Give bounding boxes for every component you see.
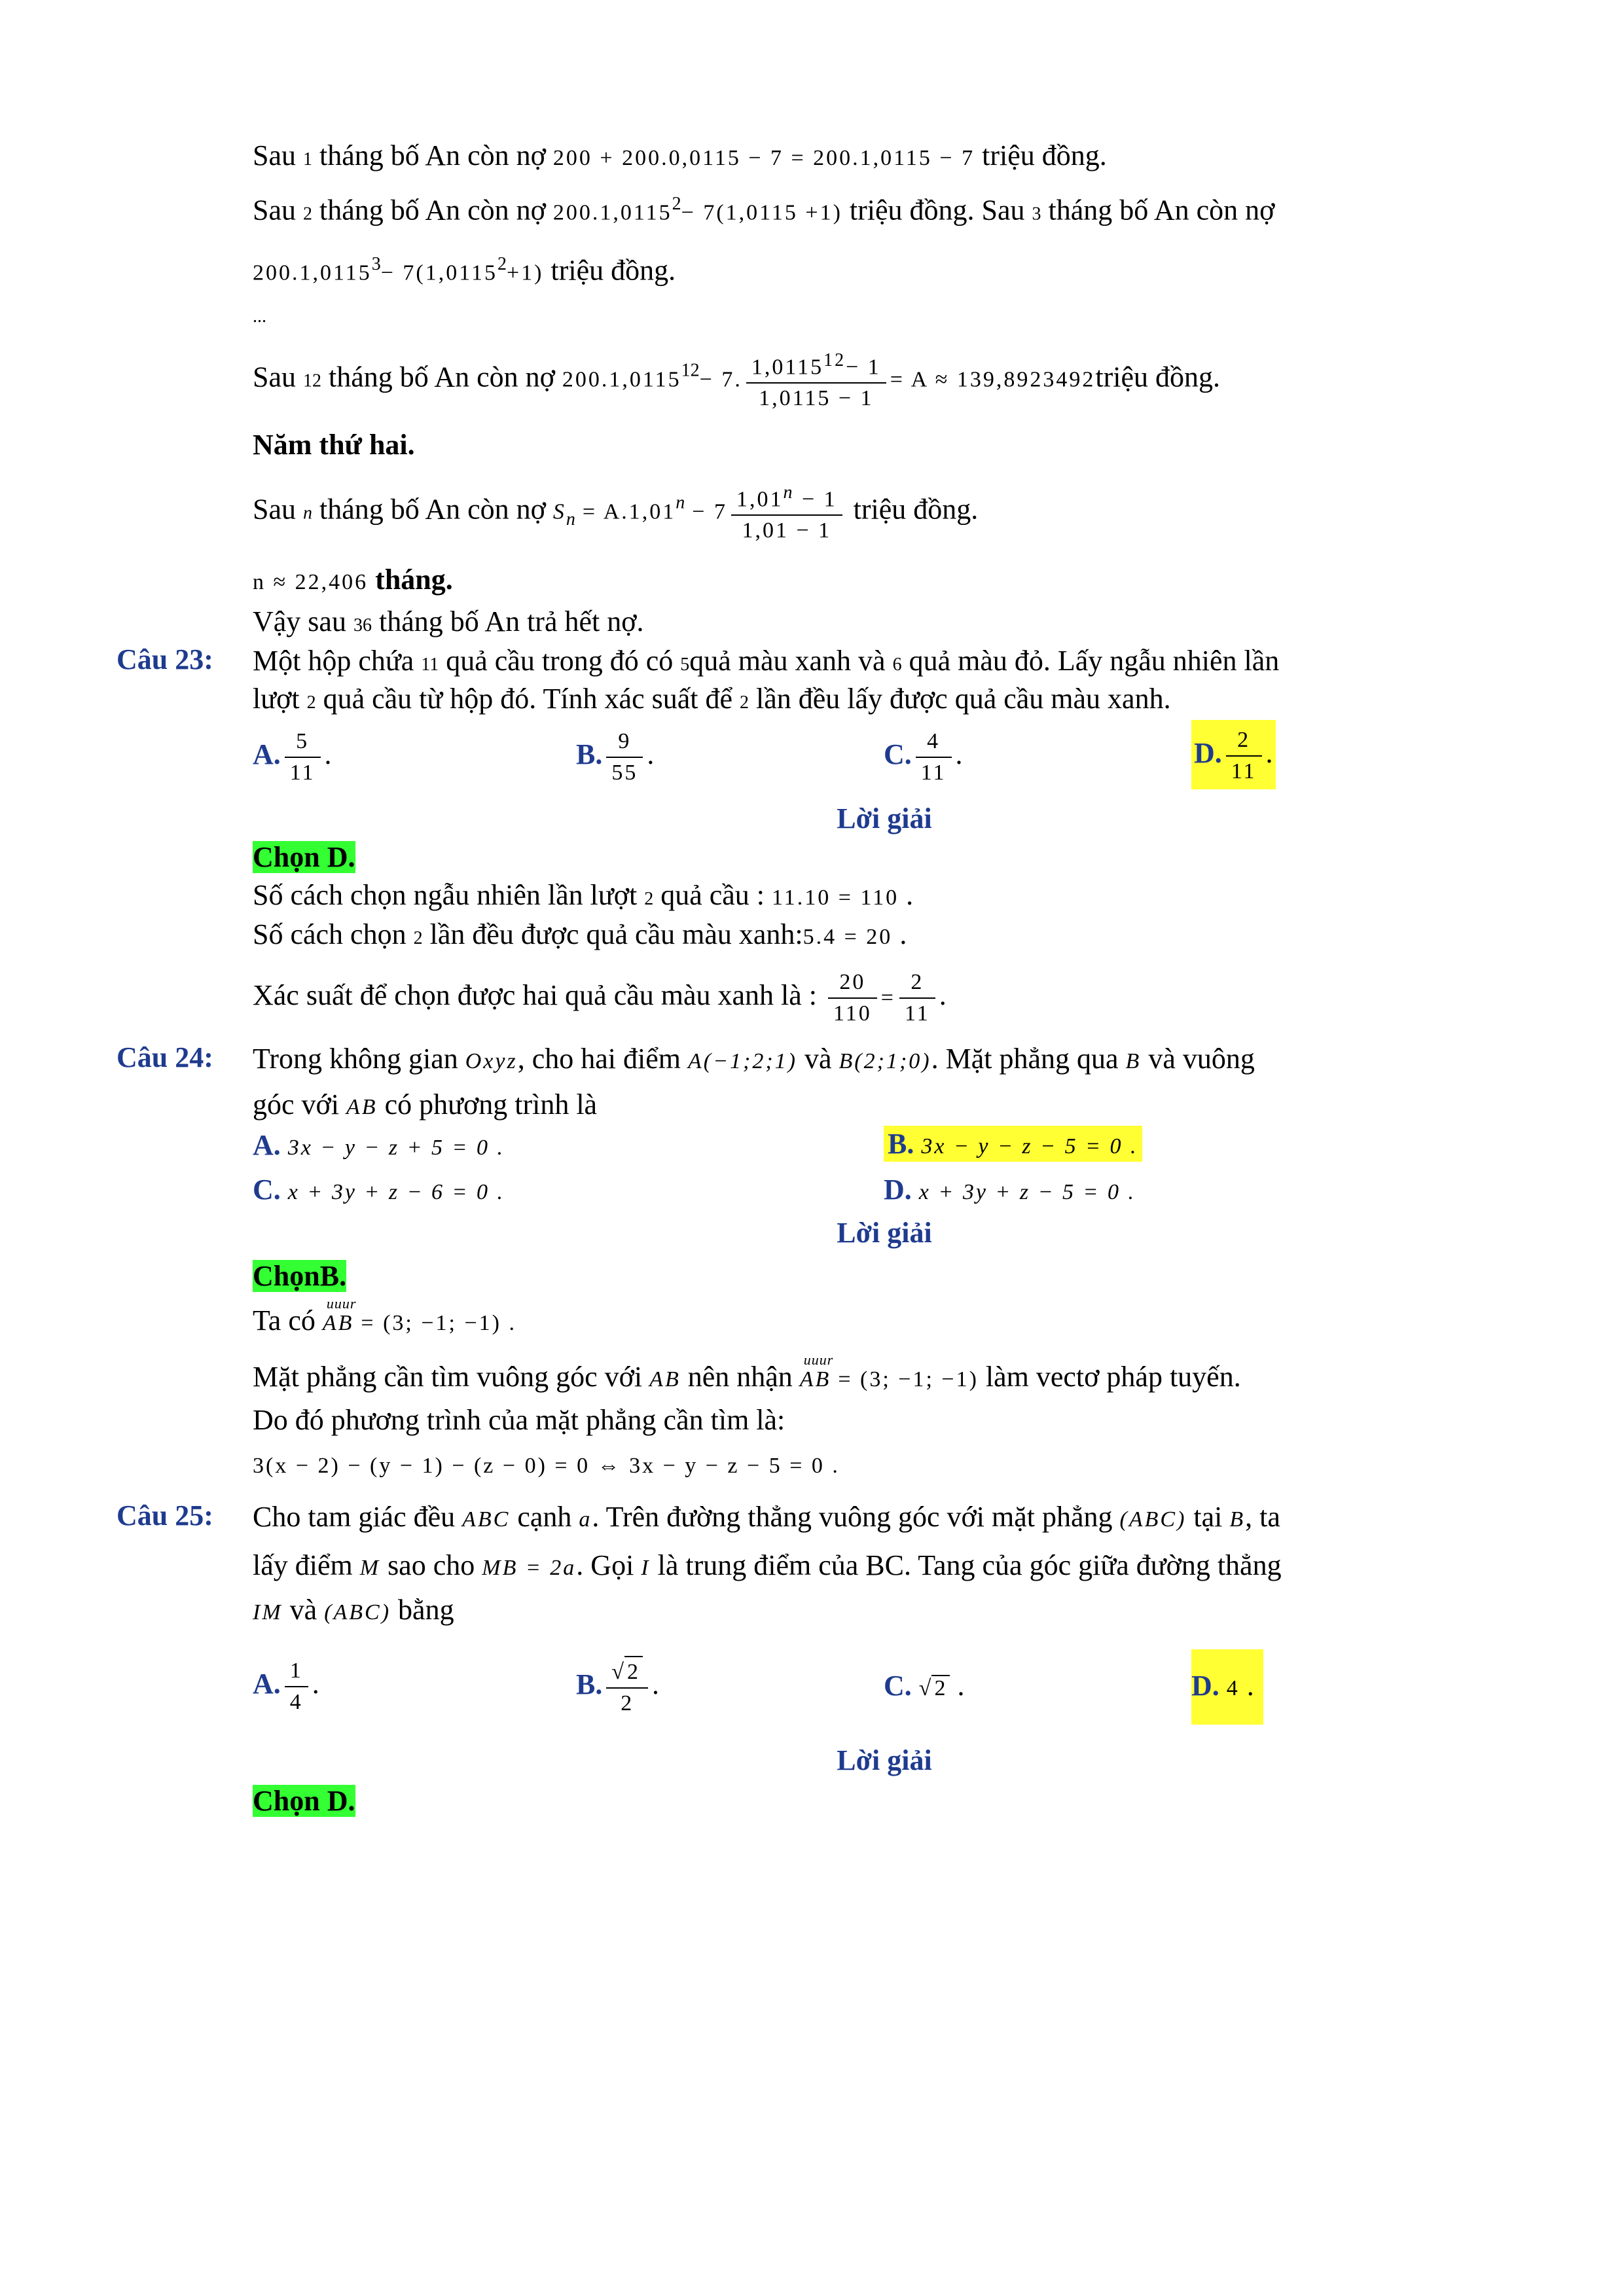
q24-solution-title: Lời giải: [837, 1217, 932, 1249]
q25-choice: Chọn D.: [253, 1785, 355, 1817]
q24-choice: ChọnB.: [253, 1260, 347, 1292]
q24-sol-line-1: Ta có uuur AB = (3; −1; −1) .: [253, 1302, 1529, 1342]
vector-arrow-icon: uuur: [803, 1352, 834, 1368]
prev-line-7: Vậy sau 36 tháng bố An trả hết nợ.: [253, 605, 644, 637]
question-23-text-2: lượt 2 quả cầu từ hộp đó. Tính xác suất để 2 lần đều lấy được quả cầu màu xanh.: [253, 683, 1171, 715]
q24-sol-line-3: Do đó phương trình của mặt phẳng cần tìm là:: [253, 1404, 785, 1436]
prev-line-5: Sau n tháng bố An còn nợ $S_n = A.1,01^n - 7$ $\frac{1,01^n - 1}{1,01 - 1}$ triệu đồng.: [253, 478, 1529, 546]
q25-option-b[interactable]: B. $\frac{√2}{2}$ .: [576, 1656, 659, 1719]
prev-line-4: Sau 12 tháng bố An còn nợ $200.1,0115^{12}- 7$. $\frac{1,0115^{12}- 1}{1,0115 - 1}$ = A ≈ 139,8923492triệu đồng.: [253, 346, 1529, 414]
question-25-label: Câu 25:: [117, 1499, 213, 1532]
q25-solution-title: Lời giải: [837, 1744, 932, 1776]
question-24-text-1: Trong không gian Oxyz, cho hai điểm A(−1;2;1) và B(2;1;0). Mặt phẳng qua B và vuông: [253, 1043, 1255, 1075]
q23-choice: Chọn D.: [253, 841, 355, 873]
q23-sol-line-2: Số cách chọn 2 lần đều được quả cầu màu xanh:5.4 = 20 .: [253, 918, 907, 950]
prev-line-3: $200.1,0115^3- 7(1,0115^2+1)$ triệu đồng.: [253, 254, 676, 287]
q23-option-b[interactable]: B. $\frac{9}{55}$ .: [576, 726, 654, 788]
prev-line-1: Sau 1 tháng bố An còn nợ 200 + 200.0,0115 − 7 = 200.1,0115 − 7 triệu đồng.: [253, 139, 1107, 171]
prev-line-6: n ≈ 22,406 tháng.: [253, 564, 453, 596]
vector-arrow-icon: uuur: [326, 1295, 357, 1312]
q25-option-d-correct[interactable]: D. 4 .: [1191, 1649, 1263, 1725]
question-24-text-2: góc với AB có phương trình là: [253, 1088, 598, 1121]
prev-line-2: Sau 2 tháng bố An còn nợ $200.1,0115^2- 7(1,0115 +1)$ triệu đồng. Sau 3 tháng bố An còn nợ: [253, 194, 1275, 226]
question-24-label: Câu 24:: [117, 1041, 213, 1073]
q24-sol-line-2: Mặt phẳng cần tìm vuông góc với AB nên nhận uuur AB = (3; −1; −1) làm vectơ pháp tuyến.: [253, 1359, 1529, 1398]
q25-option-c[interactable]: C. √2 .: [884, 1670, 965, 1702]
question-23-text-1: Một hộp chứa 11 quả cầu trong đó có 5quả màu xanh và 6 quả màu đỏ. Lấy ngẫu nhiên lần: [253, 645, 1280, 677]
q24-option-d[interactable]: D. x + 3y + z − 5 = 0 .: [884, 1174, 1136, 1206]
fraction: $\frac{1,0115^{12}- 1}{1,0115 - 1}$: [746, 346, 886, 414]
question-25-text-3: IM và (ABC) bằng: [253, 1594, 454, 1626]
q23-sol-line-1: Số cách chọn ngẫu nhiên lần lượt 2 quả cầu : 11.10 = 110 .: [253, 879, 914, 911]
q23-option-d-correct[interactable]: D. $\frac{2}{11}$ .: [1191, 720, 1276, 789]
question-25-text-1: Cho tam giác đều ABC cạnh a. Trên đường thẳng vuông góc với mặt phẳng (ABC) tại B, ta: [253, 1501, 1280, 1533]
question-23-label: Câu 23:: [117, 643, 213, 675]
prev-dots: ...: [253, 306, 266, 327]
q25-option-a[interactable]: A. $\frac{1}{4}$ .: [253, 1656, 319, 1717]
q23-sol-line-3: Xác suất để chọn được hai quả cầu màu xanh là : $\frac{20}{110}$ = $\frac{2}{11}$ .: [253, 967, 1529, 1029]
year-two-heading: Năm thứ hai.: [253, 429, 415, 461]
question-25-text-2: lấy điểm M sao cho MB = 2a. Gọi I là trung điểm của BC. Tang của góc giữa đường thẳng: [253, 1549, 1282, 1581]
q23-option-c[interactable]: C. $\frac{4}{11}$ .: [884, 726, 963, 788]
q23-option-a[interactable]: A. $\frac{5}{11}$ .: [253, 726, 332, 788]
q23-solution-title: Lời giải: [837, 802, 932, 834]
fraction: $\frac{1,01^n - 1}{1,01 - 1}$: [731, 478, 842, 546]
q24-option-a[interactable]: A. 3x − y − z + 5 = 0 .: [253, 1129, 505, 1161]
q24-sol-line-4: 3(x − 2) − (y − 1) − (z − 0) = 0 ⇔ 3x − y − z − 5 = 0 .: [253, 1454, 840, 1478]
q24-option-b-correct[interactable]: B. 3x − y − z − 5 = 0 .: [884, 1126, 1142, 1162]
q24-option-c[interactable]: C. x + 3y + z − 6 = 0 .: [253, 1174, 505, 1206]
